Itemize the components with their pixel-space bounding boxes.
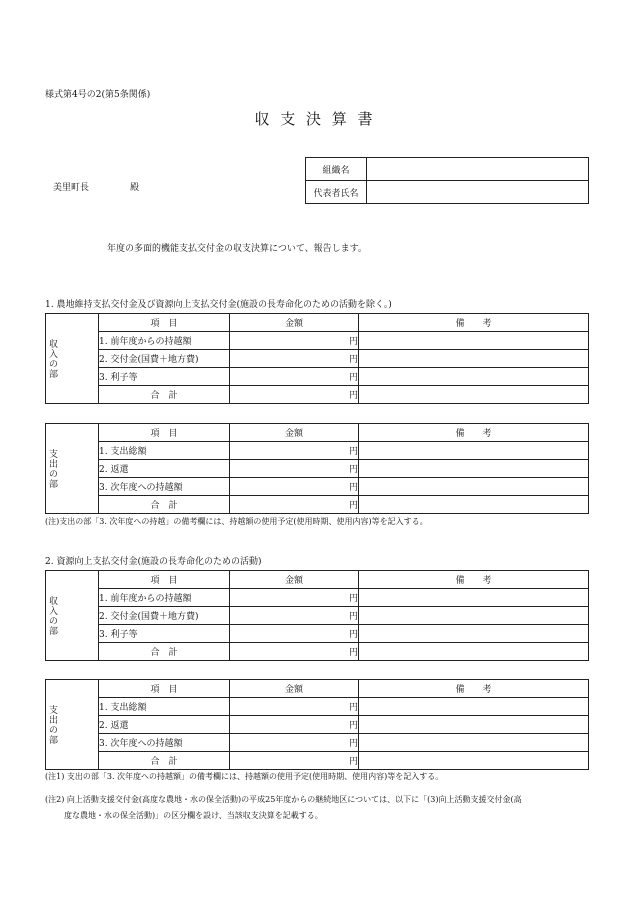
- amount-field[interactable]: [230, 734, 359, 752]
- section2-expense-table: [45, 679, 589, 770]
- yen-unit: 円: [348, 721, 358, 731]
- row-label: 2. 交付金(国費＋地方費): [99, 607, 230, 625]
- yen-unit: 円: [348, 355, 358, 365]
- amount-field[interactable]: [230, 478, 359, 496]
- yen-unit: 円: [348, 447, 358, 457]
- col-item-header: 項 目: [99, 424, 230, 442]
- yen-unit: 円: [348, 594, 358, 604]
- row-label: 2. 返還: [99, 716, 230, 734]
- section2-heading: 2. 資源向上支払交付金(施設の長寿命化のための活動): [45, 557, 262, 567]
- expense-side-label-cell: [46, 680, 99, 770]
- yen-unit: 円: [348, 465, 358, 475]
- amount-field[interactable]: [230, 442, 359, 460]
- total-row: [46, 496, 589, 514]
- section2-note1: (注1) 支出の部「3. 次年度への持越額」の備考欄には、持越額の使用予定(使用時期、使用内容)等を記入する。: [45, 772, 444, 781]
- section1-expense-table: [45, 423, 589, 514]
- yen-unit: 円: [348, 703, 358, 713]
- yen-unit: 円: [348, 648, 358, 658]
- amount-field[interactable]: [230, 589, 359, 607]
- total-row: [46, 386, 589, 404]
- yen-unit: 円: [348, 373, 358, 383]
- amount-field[interactable]: [230, 496, 359, 514]
- row-label: 2. 交付金(国費＋地方費): [99, 350, 230, 368]
- remarks-field[interactable]: [359, 478, 589, 496]
- honorific: 殿: [130, 183, 140, 193]
- income-side-label-cell: [46, 571, 99, 661]
- table-row: [46, 442, 589, 460]
- table-row: [46, 698, 589, 716]
- row-label: 1. 支出総額: [99, 698, 230, 716]
- amount-field[interactable]: [230, 716, 359, 734]
- remarks-field[interactable]: [359, 698, 589, 716]
- intro-text: 年度の多面的機能支払交付金の収支決算について、報告します。: [107, 244, 367, 254]
- yen-unit: 円: [348, 391, 358, 401]
- yen-unit: 円: [348, 337, 358, 347]
- section1-note: (注)支出の部「3. 次年度への持越」の備考欄には、持越額の使用予定(使用時期、使用内容)等を記入する。: [45, 517, 428, 526]
- remarks-field[interactable]: [359, 752, 589, 770]
- yen-unit: 円: [348, 630, 358, 640]
- amount-field[interactable]: [230, 350, 359, 368]
- row-label: 1. 支出総額: [99, 442, 230, 460]
- section2-note2-line1: (注2) 向上活動支援交付金(高度な農地・水の保全活動)の平成25年度からの継続地区については、以下に「(3)向上活動支援交付金(高: [45, 795, 522, 804]
- row-label: 3. 利子等: [99, 368, 230, 386]
- col-item-header: 項 目: [99, 571, 230, 589]
- remarks-field[interactable]: [359, 460, 589, 478]
- remarks-field[interactable]: [359, 332, 589, 350]
- table-row: [46, 460, 589, 478]
- amount-field[interactable]: [230, 607, 359, 625]
- income-side-label: 収入の部: [47, 595, 57, 636]
- remarks-field[interactable]: [359, 442, 589, 460]
- yen-unit: 円: [348, 483, 358, 493]
- table-row: [46, 589, 589, 607]
- table-row: [46, 332, 589, 350]
- total-label: 合 計: [99, 386, 230, 404]
- total-label: 合 計: [99, 643, 230, 661]
- col-item-header: 項 目: [99, 314, 230, 332]
- yen-unit: 円: [348, 612, 358, 622]
- col-remarks-header: 備 考: [359, 314, 589, 332]
- total-label: 合 計: [99, 752, 230, 770]
- amount-field[interactable]: [230, 625, 359, 643]
- amount-field[interactable]: [230, 368, 359, 386]
- yen-unit: 円: [348, 757, 358, 767]
- representative-field[interactable]: [367, 181, 589, 204]
- row-label: 1. 前年度からの持越額: [99, 589, 230, 607]
- remarks-field[interactable]: [359, 607, 589, 625]
- remarks-field[interactable]: [359, 625, 589, 643]
- col-amount-header: 金額: [230, 680, 359, 698]
- table-row: [46, 625, 589, 643]
- row-label: 2. 返還: [99, 460, 230, 478]
- table-row: [46, 368, 589, 386]
- organization-table: [305, 157, 589, 204]
- col-remarks-header: 備 考: [359, 680, 589, 698]
- page-title: 収 支 決 算 書: [254, 110, 376, 128]
- expense-side-label-cell: [46, 424, 99, 514]
- section1-heading: 1. 農地維持支払交付金及び資源向上支払交付金(施設の長寿命化のための活動を除く。): [45, 300, 392, 310]
- yen-unit: 円: [348, 739, 358, 749]
- org-name-label: 組織名: [306, 158, 367, 181]
- remarks-field[interactable]: [359, 734, 589, 752]
- amount-field[interactable]: [230, 643, 359, 661]
- amount-field[interactable]: [230, 386, 359, 404]
- expense-side-label: 支出の部: [47, 704, 57, 745]
- table-row: [46, 478, 589, 496]
- row-label: 1. 前年度からの持越額: [99, 332, 230, 350]
- section2-note2-line2: 度な農地・水の保全活動)」の区分欄を設け、当該収支決算を記載する。: [64, 811, 323, 820]
- expense-side-label: 支出の部: [47, 448, 57, 489]
- table-row: [46, 350, 589, 368]
- remarks-field[interactable]: [359, 716, 589, 734]
- addressee: 美里町長: [53, 183, 90, 193]
- total-label: 合 計: [99, 496, 230, 514]
- amount-field[interactable]: [230, 460, 359, 478]
- row-label: 3. 次年度への持越額: [99, 734, 230, 752]
- col-remarks-header: 備 考: [359, 424, 589, 442]
- row-label: 3. 次年度への持越額: [99, 478, 230, 496]
- col-amount-header: 金額: [230, 314, 359, 332]
- representative-label: 代表者氏名: [306, 181, 367, 204]
- col-amount-header: 金額: [230, 424, 359, 442]
- yen-unit: 円: [348, 501, 358, 511]
- amount-field[interactable]: [230, 698, 359, 716]
- total-row: [46, 643, 589, 661]
- income-side-label: 収入の部: [47, 338, 57, 379]
- section2-income-table: [45, 570, 589, 661]
- table-row: [46, 716, 589, 734]
- section1-income-table: [45, 313, 589, 404]
- remarks-field[interactable]: [359, 643, 589, 661]
- remarks-field[interactable]: [359, 368, 589, 386]
- amount-field[interactable]: [230, 332, 359, 350]
- col-amount-header: 金額: [230, 571, 359, 589]
- form-number: 様式第4号の2(第5条関係): [45, 90, 151, 100]
- table-row: [46, 607, 589, 625]
- amount-field[interactable]: [230, 752, 359, 770]
- total-row: [46, 752, 589, 770]
- table-row: [46, 734, 589, 752]
- remarks-field[interactable]: [359, 386, 589, 404]
- income-side-label-cell: [46, 314, 99, 404]
- org-name-field[interactable]: [367, 158, 589, 181]
- remarks-field[interactable]: [359, 496, 589, 514]
- row-label: 3. 利子等: [99, 625, 230, 643]
- col-item-header: 項 目: [99, 680, 230, 698]
- remarks-field[interactable]: [359, 350, 589, 368]
- remarks-field[interactable]: [359, 589, 589, 607]
- col-remarks-header: 備 考: [359, 571, 589, 589]
